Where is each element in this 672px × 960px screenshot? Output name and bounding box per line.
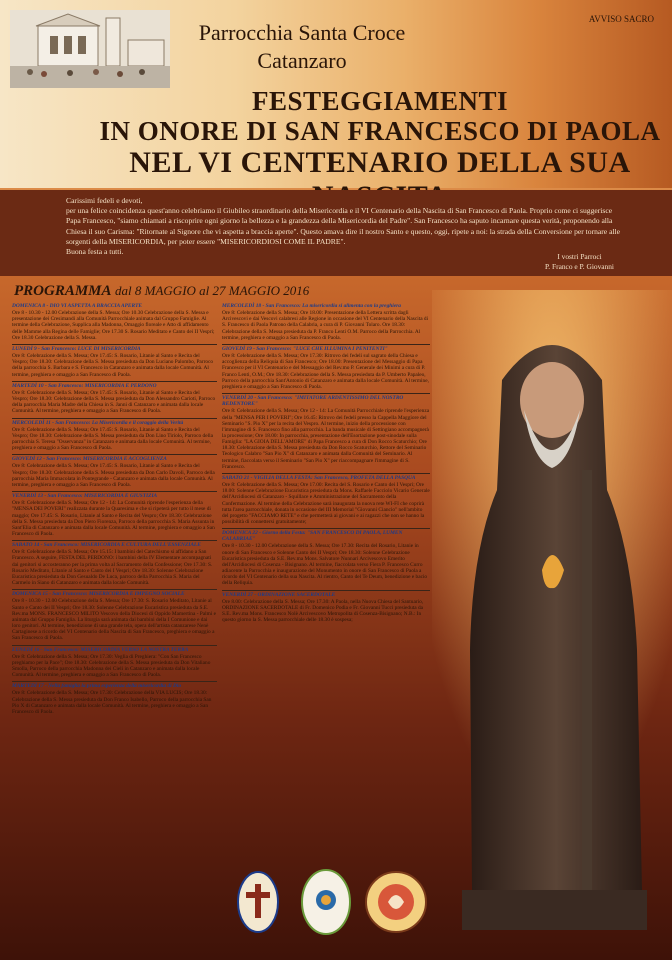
program-left-column — [12, 302, 217, 954]
program-day-text: Ore 8 - 10.30 - 12.00 Celebrazione della S. Messa; Ore 17.30: Recita del Rosario, Litanie in onore di San Francesco e Solenne Canto dei II Vespri; Ore 18.30: Solenne Celebrazione Eucaristica presieduta da S.E. Rev.ma Mons. Salvatore Nunnari Arcivescovo Emerito dell'Arcidiocesi di Cosenza - Bisignano. Al termine, fiaccolata verso Fiera P. Francesco Curro adiacente la Parrocchia e inaugurazione del Monumento in onore di San Francesco di Paola a ricordo del VI Centenario della sua Nascita. Al rientro, Canto del Te Deum, benedizione e bacio della Reliquia. — [222, 543, 428, 587]
program-day — [12, 645, 217, 682]
church-illustration — [10, 10, 170, 88]
program-day-title: MARTEDÌ 17 - Nella famiglia la prima esperienza della misericordia di Dio — [12, 683, 182, 690]
logos-strip — [228, 858, 432, 948]
program-day-title: SABATO 21 - VIGILIA DELLA FESTA: San Francesco, PROFETA DELLA PASQUA — [222, 474, 416, 481]
parish-name: Parrocchia Santa Croce — [198, 20, 406, 45]
programma-heading — [14, 283, 309, 300]
program-day — [12, 418, 217, 455]
program-day-text: Ore 8: Celebrazione della S. Messa; Ore 17.45: S. Rosario, Litanie al Santo e Recita del Vespro; Ore 18.30: Celebrazione della S. Messa presieduta da Don Luciano Palombo, Parroco della parrocchia S. Barbara e S. Francesco in Catanzaro e animata dalla locale Comunità. Al termine, preghiera e omaggio a San Francesco di Paola. — [12, 353, 214, 378]
program-day-title: VENERDÌ 20 - San Francesco: "IMITATORE ARDENTISSIMO DEL NOSTRO REDENTORE" — [222, 395, 404, 408]
program-day — [222, 473, 430, 528]
program-day-text: Ore 8.00: Celebrazione della S. Messa; Ore 17.30: A Paola, nella Nuova Chiesa del Santuario, ORDINAZIONE SACERDOTALE di Fr. Domenico Podia e Fr. Giovanni Tucci presieduta da S.E. Rev.ma Mons. Francesco Nolè Arcivescovo Metropolita di Cosenza-Bisignano; N.B.: In questo giorno la S. Messa parrocchiale delle 18.30 è sospesa; — [222, 598, 424, 624]
program-day-title: MARTEDÌ 10 - San Francesco: MISERICORDIA E PERDONO — [12, 382, 157, 389]
centenary-logo-icon — [366, 872, 426, 932]
title-line-3: NEL VI CENTENARIO DELLA SUA — [129, 146, 631, 179]
signature-line-1: I vostri Parroci — [557, 252, 602, 261]
program-day-text: Ore 8: Celebrazione della S. Messa; Ore 17.00: Recita del S. Rosario e Canto dei I Vespri; Ore 18.00: Solenne Celebrazione Eucaristica presieduta da Mons. Raffaele Facciolo Vicario Generale dell'Arcidiocesi di Catanzaro - Squillace e Amministrazione del Sacramento della Confermazione. Al termine della Celebrazione sarà inaugurata la nuova rete WI-FI che coprirà tutta l'area parrocchiale, donata in occasione del III Memorial "Giovanni Ciancio" nell'ambito del progetto "FACCIAMO RETE" e che permetterà ai giovani e ai ragazzi che non se hanno la possibilità di connettersi gratuitamente; — [222, 482, 430, 525]
program-day-title: GIOVEDÌ 19 - San Francesco: "LUCE CHE ILLUMINA I PENITENTI" — [222, 345, 388, 352]
program-day-title: LUNEDÌ 9 - San Francesco: LUCE DI MISERICORDIA — [12, 345, 141, 352]
letter-signature — [545, 252, 614, 272]
program-day — [12, 540, 217, 589]
program-day — [222, 393, 430, 473]
program-day-title: VENERDÌ 27 - ORDINAZIONE SACERDOTALE — [222, 591, 336, 598]
program-day — [12, 381, 217, 418]
avviso-sacro-label: AVVISO SACRO — [588, 14, 654, 24]
letter-closing: Buona festa a tutti. — [66, 247, 124, 257]
parish-letter — [0, 190, 672, 276]
program-day — [222, 302, 430, 344]
program-day-text: Ore 8: Celebrazione della S. Messa; Ore 17.45: S. Rosario, Litanie al Santo e Recita del Vespro; Ore 18.30: Celebrazione della S. Messa presieduta da Don Lino Tiriolo, Parroco della parrocchia S. Teresa "Osservanza" in Catanzaro e animata dalla locale Comunità. Al termine, preghiera e omaggio a San Francesco di Paola. — [12, 426, 213, 452]
programma-dates: dal 8 MAGGIO al 27 MAGGIO 2016 — [115, 283, 310, 298]
program-day-title: MERCOLEDÌ 18 - San Francesco: La misericordia si alimenta con la preghiera — [222, 303, 401, 309]
program-day-title: GIOVEDÌ 12 - San Francesco: MISERICORDIA E ACCOGLIENZA — [12, 456, 167, 463]
letter-body: per una felice coincidenza quest'anno celebriamo il Giubileo straordinario della Misericordia e il VI Centenario della Nascita di San Francesco di Paola. Proprio come ci suggerisce Papa Francesco, "siamo chiamati a riscoprire ogni giorno la bellezza e la grandezza della Misericordia del Padre". San Francesco ha saputo incarnare questa verità, proponendo alla Chiesa il suo Carisma: "Ritornate al Signore che vi aspetta a braccia aperte". Questo amava dire il nostro Santo e questo, oggi, ripete a noi: la strada della Conversione per tornare alle sorgenti della MISERICORDIA, per poter essere "MISERICORDIOSI COME IL PADRE". — [66, 206, 621, 246]
program-day-title: MERCOLEDÌ 11 - San Francesco: La Misericordia e il coraggio della Verità — [12, 419, 184, 426]
programma-label: PROGRAMMA — [14, 283, 112, 299]
program-day-text: Ore 8: Celebrazione della S. Messa; Ore 12 - 14: La Comunità riprende l'esperienza della "MENSA DEI POVERI" realizzata durante la Quaresima e che si ripeterà per tutto il mese di maggio; Ore 17.45: S. Rosario, Litanie al Santo e Recita del Vespro; Ore 18.30: Celebrazione della S. Messa presieduta da Don Piero Fiorenza, Parroco della parrocchia S. Maria Assunta in Sant'Elia di Catanzaro e animata dalla locale Comunità. Al termine, preghiera e omaggio a San Francesco di Paola. — [12, 500, 215, 537]
program-day-text: Ore 8 - 10.30 - 12.00 Celebrazione della S. Messa; Ore 17.30: S. Rosario Meditato, Litanie al Santo e Canto dei II Vespri; Ore 18.30: Solenne Celebrazione Eucaristica presieduta da S.E. Rev.ma MONS. FRANCESCO MILITO Vescovo della Diocesi di Oppido Mamertina - Palmi e animata dal Gruppo Famiglia. La liturgia sarà animata dai bambini della I Comunione e dai loro genitori. Al termine, benedizione di una grande tela, opera dell'artista catanzarese Nenè Cartaginese a ricordo del VI Centenario della Nascita di San Francesco, preghiera e omaggio a San Francesco di Paola. — [12, 598, 216, 642]
signature-line-2: P. Franco e P. Giovanni — [545, 262, 614, 271]
program-day-text: Ore 8: Celebrazione della S. Messa; Ore 17.30: Celebrazione della VIA LUCIS; Ore 18.30: Celebrazione della S. Messa presieduta da Don Franco Isabello, Parroco della parrocchia San Pio X di Catanzaro e animata dalla locale Comunità. Al termine, preghiera e omaggio a San Francesco di Paola. — [12, 690, 212, 715]
header-banner — [0, 0, 672, 188]
program-day — [12, 589, 217, 644]
program-day-text: Ore 8: Celebrazione della S. Messa; Ore 17.30: Ritrovo dei fedeli sul sagrato della Chiesa e accoglienza della Reliquia di San Francesco; Ore 18.00: Presentazione del Messaggio di Papa Francesco per il VI Centenario e del Messaggio del Rev.mo P. Generale dei Minimi a cura di P. Franco Lenti, O.M.; Ore 18.30: Celebrazione della S. Messa presieduta da P. Umberto Papaleo, Parroco della parrocchia Sant'Antonio di Catanzaro e animata dalla locale Comunità. Al termine, preghiera e omaggio a San Francesco di Paola. — [222, 353, 429, 390]
program-day-text: Ore 8: Celebrazione della S. Messa; Ore 17.30: Veglia di Preghiera: "Con San Francesco preghiamo per la Pace"; Ore 18.30: Celebrazione della S. Messa presieduta da Don Vitaliano Smolla, Parroco della parrocchia Madonna dei Cieli in Catanzaro e animata dalla locale Comunità. Al termine, preghiera e omaggio a San Francesco di Paola. — [12, 653, 211, 679]
program-day-title: LUNEDÌ 16 - San Francesco: MISERICORDIA VERSO LA NOSTRA TERRA — [12, 646, 189, 653]
program-day-title: VENERDÌ 13 - San Francesco: MISERICORDIA E GIUSTIZIA — [12, 493, 158, 500]
program-day-text: Ore 8 - 10.30 - 12.00 Celebrazione della S. Messa; Ore 10.30 Celebrazione della S. Messa e presentazione dei Cresimandi alla Comunità Parrocchiale animata dal Gruppo Famiglie. Al termine della Celebrazione, Supplica alla Madonna, Omaggio floreale e Atto di affidamento delle Mamme alla Regina delle Famiglie; Ore 17.30 S. Rosario Meditato e Canto dei II Vespri; Ore 18.30 Celebrazione della S. Messa. — [12, 310, 215, 341]
program-day — [12, 302, 217, 344]
parish-crest-icon — [238, 872, 278, 932]
program-day-title: DOMENICA 8 - DIO VI ASPETTA A BRACCIA APERTE — [12, 303, 143, 309]
program-day-title: DOMENICA 22 - Giorno della Festa: "SAN FRANCESCO DI PAOLA, LUMEN CALABRIAE" — [222, 530, 403, 543]
program-day-text: Ore 8: Celebrazione della S. Messa; Ore 18.00: Presentazione della Lettera scritta dagli Arcivescovi e dai Vescovi calabresi alle Regione in occasione del VI Centenario della Nascita di S. Francesco di Paola Patrono della Calabria, a cura di P. Giovanni Tolaro. Ore 18.30: Celebrazione della S. Messa presieduta da P. Franco Lenti O.M. Parroco della Parrocchia. Al termine, preghiera e omaggio a San Francesco di Paola. — [222, 310, 429, 341]
program-day-text: Ore 8: Celebrazione della S. Messa; Ore 17.45: S. Rosario, Litanie al Santo e Recita del Vespro; Ore 18.30: Celebrazione della S. Messa presieduta da Don Alessandro Carioti, Parroco della parrocchia Maria Madre della Chiesa in S. Janni di Catanzaro e animata dalla locale Comunità. Al termine, preghiera e omaggio a San Francesco di Paola. — [12, 389, 216, 415]
program-day — [12, 491, 217, 540]
letter-greeting: Carissimi fedeli e devoti, — [66, 196, 143, 205]
program-day-title: DOMENICA 15 - San Francesco: MISERICORDIA E IMPEGNO SOCIALE — [12, 591, 185, 598]
program-day — [12, 344, 217, 381]
program-day — [12, 454, 217, 491]
program-day — [222, 590, 430, 627]
program-day-text: Ore 8: Celebrazione della S. Messa; Ore 15.15: I bambini del Catechismo si affidano a San Francesco. A seguire, FESTA DEL PERDONO: i bambini della IV Elementare accompagnati dai genitori si accosteranno per la prima volta al Sacramento della Confessione; Ore 17.30: S. Rosario Meditato, Litanie al Santo e Canto dei I Vespri; Ore 18.30: Solenne Celebrazione Eucaristica presieduta da Don Gesualdo De Luca, parroco della Parrocchia S. Maria del Carmelo in Siano di Catanzaro e animata dalla locale Comunità. — [12, 549, 213, 587]
program-day-title: SABATO 14 - San Francesco: MISERICORDIA E CULTURA DELL'ESSENZIALE — [12, 542, 201, 549]
saint-francis-statue-image — [432, 290, 672, 960]
program-day — [222, 528, 430, 589]
jubilee-logo-icon — [302, 870, 350, 934]
title-line-1: FESTEGGIAMENTI — [251, 86, 509, 116]
program-day — [222, 344, 430, 393]
program-day-text: Ore 8: Celebrazione della S. Messa; Ore 12 - 14: La Comunità Parrocchiale riprende l'esperienza della "MENSA PER I POVERI"; Ore 16.45: Ritrovo dei fedeli presso la Cappella Maggiore del Seminario "S. Pio X" per la recita del Vespro. Al termine, inizio della processione con l'immagine di S. Francesco fino alla parrocchia. La banda musicale di Settingiano accompagnerà la processione; Ore 18.00: In parrocchia, presentazione dell'Esortazione post-sinodale sulla Famiglia: "LA GIOIA DELL'AMORE" di Papa Francesco a cura di Don Rocco Scaturchio; Ore 18.30: Celebrazione della S. Messa presieduta da Don Rocco Scaturchio, Rettore del Seminario Teologico Calabro "San Pio X" di Catanzaro e animata dalla Comunità del Seminario. Al termine, fiaccolata verso il Seminario "San Pio X" per riaccompagnare l'immagine di S. Francesco. — [222, 408, 430, 470]
program-day — [12, 681, 217, 718]
city-name: Catanzaro — [257, 48, 347, 73]
title-line-2: IN ONORE DI SAN FRANCESCO DI PAOLA — [99, 116, 661, 146]
program-right-column — [222, 302, 430, 954]
program-day-text: Ore 8: Celebrazione della S. Messa; Ore 17.45: S. Rosario, Litanie al Santo e Recita del Vespro; Ore 18.30: Celebrazione della S. Messa presieduta da Don Carlo Davoli, Parroco della parrocchia Maria Immacolata in Pontegrande - Catanzaro e animata dalla locale Comunità. Al termine, preghiera e omaggio a San Francesco di Paola. — [12, 463, 215, 488]
